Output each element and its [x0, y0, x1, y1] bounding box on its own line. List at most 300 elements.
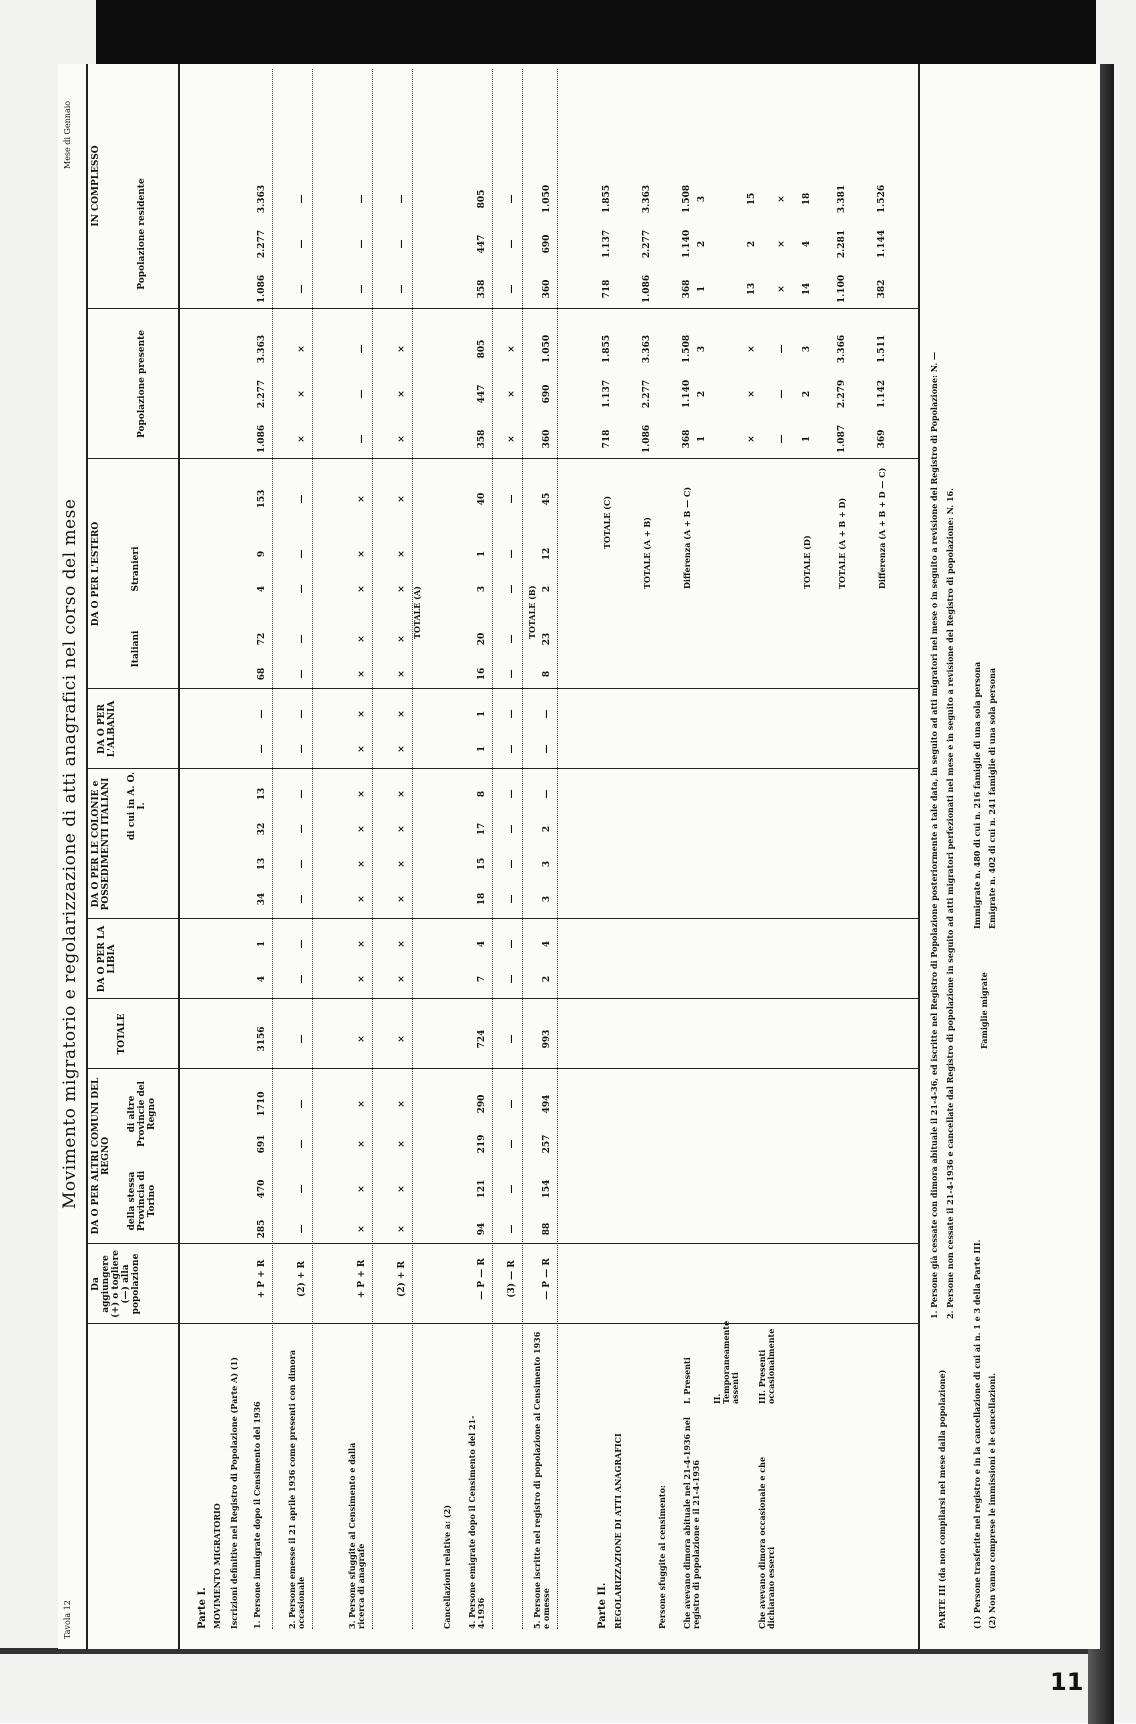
table-cell: 13	[257, 787, 267, 801]
table-cell: ×	[397, 895, 407, 903]
header-italiani: Italiani	[131, 630, 141, 668]
table-cell: —	[357, 194, 367, 204]
totale-c-label: TOTALE (C)	[602, 495, 612, 549]
total-cell: —	[777, 344, 787, 354]
parte2-label: Parte II.	[597, 1582, 608, 1629]
table-cell: —	[507, 1184, 517, 1194]
table-cell: 1.086	[257, 424, 267, 454]
total-cell: 1.855	[602, 184, 612, 214]
table-cell: ×	[357, 745, 367, 753]
table-cell: 3.363	[257, 184, 267, 214]
table-cell: —	[297, 669, 307, 679]
table-cell: —	[507, 284, 517, 294]
header-altre-province: di altre Provincie del Regno	[127, 1081, 157, 1147]
row-rule	[372, 69, 373, 1629]
table-cell: —	[297, 894, 307, 904]
table-cell: —	[507, 584, 517, 594]
page-number: 11	[1050, 1668, 1084, 1696]
table-cell: 691	[257, 1134, 267, 1154]
table-cell: —	[297, 939, 307, 949]
total-cell: 718	[602, 279, 612, 299]
totale-b-label: TOTALE (B)	[527, 585, 537, 639]
month-label: Mese di Gennaio	[63, 100, 72, 169]
table-cell: 23	[542, 632, 552, 646]
table-cell: 2.277	[257, 229, 267, 259]
total-cell: 3.363	[642, 184, 652, 214]
table-cell: 2	[542, 975, 552, 983]
table-cell: 494	[542, 1094, 552, 1114]
note-2: (2) Non vanno comprese le immissioni e le cancellazioni.	[987, 1372, 997, 1629]
table-cell: 2	[542, 585, 552, 593]
total-cell: 14	[802, 282, 812, 296]
total-cell: —	[777, 389, 787, 399]
table-cell: —	[507, 974, 517, 984]
col-sep	[86, 1323, 918, 1324]
reg1-label: Che avevano dimora abituale nel 21-4-1936 nel registro di popolazione e il 21-4-1936	[682, 1417, 702, 1629]
row4-label: 4. Persone emigrate dopo il Censimento del 21-4-1936	[467, 1415, 487, 1629]
rotated-table-sheet	[58, 64, 1100, 1649]
header-stessa-provincia: della stessa Provincia di Torino	[127, 1170, 157, 1232]
table-cell: 690	[542, 234, 552, 254]
table-cell: 18	[477, 892, 487, 906]
vacanti-label: III. Presenti occasionalmente	[757, 1328, 777, 1404]
parte3-item-a: 1. Persone già cessate con dimora abituale il 21-4-36, ed iscritte nel Registro di Popolazione posteriormente a tale data, in seguito ad atti migratori nel mese o in seguito a revisione del Registro di Popolazione: N. —	[929, 351, 939, 1319]
total-cell: 1.100	[837, 274, 847, 304]
row3-label: 3. Persone sfuggite al Censimento e dalla ricerca di anagrafe	[347, 1442, 367, 1629]
header-libia: DA O PER LA LIBIA	[97, 925, 117, 993]
table-cell: ×	[357, 635, 367, 643]
table-cell: —	[297, 1099, 307, 1109]
table-cell: —	[397, 239, 407, 249]
col-sep	[86, 768, 918, 769]
parte3-item-b: 2. Persone non cessate il 21-4-1936 e cancellate dal Registro di popolazione in seguito ad atti migratori perfezionati nel mese e in seguito a revisione del Registro di popolazione: N. 16.	[945, 488, 955, 1319]
total-cell: ×	[777, 285, 787, 293]
table-cell: —	[542, 789, 552, 799]
total-cell: 2	[697, 390, 707, 398]
col-sep	[86, 688, 918, 689]
table-cell: 13	[257, 857, 267, 871]
total-cell: 3.381	[837, 184, 847, 214]
totale-ab-label: TOTALE (A + B)	[642, 517, 652, 589]
table-cell: —	[297, 1139, 307, 1149]
table-cell: 88	[542, 1222, 552, 1236]
table-cell: ×	[397, 1225, 407, 1233]
table-cell: —	[297, 744, 307, 754]
total-cell: 1.508	[682, 184, 692, 214]
table-cell: ×	[397, 435, 407, 443]
document-page	[58, 64, 1100, 1649]
total-cell: 1.086	[642, 274, 652, 304]
row-rule	[312, 69, 313, 1629]
table-cell: —	[297, 1034, 307, 1044]
table-cell: —	[297, 709, 307, 719]
header-di-cui-aoi: di cui in A. O. I.	[127, 771, 147, 841]
total-cell: 13	[747, 282, 757, 296]
header-albania: DA O PER L'ALBANIA	[97, 700, 117, 758]
table-cell: ×	[357, 495, 367, 503]
row2-label: 2. Persone emesse il 21 aprile 1936 come presenti con dimora occasionale	[287, 1349, 307, 1629]
table-cell: —	[507, 494, 517, 504]
table-cell: 3	[477, 585, 487, 593]
table-cell: 1.050	[542, 334, 552, 364]
row-sign: — P — R	[477, 1258, 487, 1300]
table-cell: 4	[542, 940, 552, 948]
tavola-label: Tavola 12	[63, 1600, 72, 1639]
table-cell: 72	[257, 632, 267, 646]
table-cell: 4	[257, 585, 267, 593]
total-cell: ×	[777, 195, 787, 203]
table-cell: ×	[397, 550, 407, 558]
table-cell: —	[297, 1224, 307, 1234]
header-altri-comuni: DA O PER ALTRI COMUNI DEL REGNO	[91, 1077, 111, 1235]
row-sign: — P — R	[542, 1258, 552, 1300]
diff-abc-label: Differenza (A + B — C)	[682, 486, 692, 589]
table-cell: ×	[507, 435, 517, 443]
table-cell: ×	[397, 975, 407, 983]
table-cell: 1	[257, 940, 267, 948]
persone-sfuggite-label: Persone sfuggite al censimento:	[657, 1485, 667, 1629]
table-cell: 358	[477, 429, 487, 449]
table-cell: 1	[477, 710, 487, 718]
total-cell: 368	[682, 429, 692, 449]
table-cell: ×	[357, 585, 367, 593]
total-cell: 1.855	[602, 334, 612, 364]
table-cell: 805	[477, 189, 487, 209]
table-cell: —	[297, 194, 307, 204]
table-cell: ×	[397, 1140, 407, 1148]
table-cell: 68	[257, 667, 267, 681]
table-cell: ×	[397, 1185, 407, 1193]
table-cell: 3.363	[257, 334, 267, 364]
table-cell: ×	[357, 550, 367, 558]
total-cell: 2.277	[642, 379, 652, 409]
table-cell: 360	[542, 279, 552, 299]
table-cell: ×	[357, 975, 367, 983]
table-cell: 285	[257, 1219, 267, 1239]
table-cell: ×	[397, 1100, 407, 1108]
table-cell: —	[297, 789, 307, 799]
table-cell: —	[297, 859, 307, 869]
table-cell: 3156	[257, 1026, 267, 1052]
table-cell: —	[507, 549, 517, 559]
total-cell: 1.526	[877, 184, 887, 214]
table-cell: 12	[542, 547, 552, 561]
total-cell: 1.137	[602, 229, 612, 259]
table-cell: ×	[357, 1225, 367, 1233]
total-cell: 2.277	[642, 229, 652, 259]
table-cell: ×	[397, 495, 407, 503]
table-cell: —	[357, 434, 367, 444]
table-cell: —	[357, 344, 367, 354]
header-pop-presente: Popolazione presente	[137, 330, 147, 438]
table-cell: 16	[477, 667, 487, 681]
total-cell: 15	[747, 192, 757, 206]
table-cell: ×	[357, 1140, 367, 1148]
table-cell: —	[507, 669, 517, 679]
total-cell: 368	[682, 279, 692, 299]
table-cell: ×	[397, 745, 407, 753]
table-cell: ×	[397, 585, 407, 593]
total-cell: ×	[777, 240, 787, 248]
table-cell: 8	[542, 670, 552, 678]
table-cell: 7	[477, 975, 487, 983]
row-rule	[412, 69, 413, 1629]
table-cell: —	[507, 789, 517, 799]
header-bottom-rule	[178, 64, 180, 1649]
table-cell: 805	[477, 339, 487, 359]
table-cell: —	[397, 194, 407, 204]
row-sign: (2) + R	[297, 1260, 307, 1298]
table-cell: —	[297, 239, 307, 249]
total-cell: 1.511	[877, 334, 887, 364]
row-sign: + P + R	[357, 1259, 367, 1299]
table-cell: 17	[477, 822, 487, 836]
table-cell: ×	[297, 435, 307, 443]
total-cell: 1.087	[837, 424, 847, 454]
totale-a-label: TOTALE (A)	[412, 586, 422, 639]
table-cell: 154	[542, 1179, 552, 1199]
row-rule	[557, 69, 558, 1629]
scan-top-shadow	[96, 0, 1096, 64]
parte3-label: PARTE III (da non compilarsi nel mese dalla popolazione)	[937, 1369, 947, 1629]
total-cell: 718	[602, 429, 612, 449]
table-cell: 4	[257, 975, 267, 983]
table-cell: —	[357, 284, 367, 294]
total-cell: 2.281	[837, 229, 847, 259]
famiglie-migrate: Famiglie migrate	[979, 972, 989, 1049]
total-cell: 1	[697, 435, 707, 443]
total-cell: 3	[697, 195, 707, 203]
header-da-aggiungere: Da aggiungere (+) o togliere (—) alla popolazione	[91, 1250, 141, 1318]
table-cell: ×	[357, 895, 367, 903]
row-rule	[272, 69, 273, 1629]
reg2-label: Che avevano dimora occasionale e che dichiarano esserci	[757, 1456, 777, 1629]
table-cell: —	[507, 1139, 517, 1149]
table-cell: 257	[542, 1134, 552, 1154]
table-cell: 1.050	[542, 184, 552, 214]
table-cell: ×	[507, 390, 517, 398]
diff-abdc-label: Differenza (A + B + D — C)	[877, 467, 887, 589]
table-cell: 724	[477, 1029, 487, 1049]
table-bottom-rule	[918, 64, 920, 1649]
total-cell: 1.142	[877, 379, 887, 409]
row-rule	[522, 69, 523, 1629]
table-cell: —	[297, 584, 307, 594]
table-cell: —	[297, 974, 307, 984]
total-cell: 1.140	[682, 229, 692, 259]
table-cell: —	[507, 1224, 517, 1234]
table-top-rule	[86, 64, 88, 1649]
table-cell: 8	[477, 790, 487, 798]
total-cell: 18	[802, 192, 812, 206]
table-cell: —	[257, 709, 267, 719]
total-cell: 1.144	[877, 229, 887, 259]
table-cell: 32	[257, 822, 267, 836]
table-cell: ×	[397, 940, 407, 948]
total-cell: ×	[747, 390, 757, 398]
table-cell: —	[507, 1034, 517, 1044]
row1-label: 1. Persone immigrate dopo il Censimento del 1936	[252, 1401, 262, 1629]
header-colonie: DA O PER LE COLONIE e POSSEDIMENTI ITALIANI	[91, 777, 111, 911]
col-sep	[86, 458, 918, 459]
table-cell: ×	[397, 1035, 407, 1043]
total-cell: 3	[697, 345, 707, 353]
table-cell: 9	[257, 550, 267, 558]
total-cell: 4	[802, 240, 812, 248]
table-cell: —	[257, 744, 267, 754]
table-cell: 360	[542, 429, 552, 449]
row-sign: (2) + R	[397, 1260, 407, 1298]
table-cell: —	[397, 284, 407, 294]
table-cell: —	[357, 239, 367, 249]
totale-abd-label: TOTALE (A + B + D)	[837, 497, 847, 589]
parte1-title: MOVIMENTO MIGRATORIO	[212, 1503, 222, 1629]
table-cell: —	[507, 824, 517, 834]
total-cell: 369	[877, 429, 887, 449]
table-cell: 20	[477, 632, 487, 646]
table-cell: —	[507, 939, 517, 949]
total-cell: 3.363	[642, 334, 652, 364]
total-cell: 1	[697, 285, 707, 293]
table-cell: 219	[477, 1134, 487, 1154]
total-cell: 3	[802, 345, 812, 353]
table-cell: 447	[477, 384, 487, 404]
totale-d-label: TOTALE (D)	[802, 535, 812, 589]
col-sep	[86, 1068, 918, 1069]
table-cell: —	[297, 634, 307, 644]
table-cell: ×	[397, 635, 407, 643]
table-cell: —	[357, 389, 367, 399]
total-cell: 1.508	[682, 334, 692, 364]
total-cell: 3.366	[837, 334, 847, 364]
table-cell: ×	[357, 710, 367, 718]
table-cell: 1.086	[257, 274, 267, 304]
table-cell: 153	[257, 489, 267, 509]
table-cell: ×	[357, 1035, 367, 1043]
table-cell: ×	[357, 790, 367, 798]
header-stranieri: Stranieri	[131, 546, 141, 592]
col-sep	[86, 918, 918, 919]
table-cell: ×	[357, 1100, 367, 1108]
page-title: Movimento migratorio e regolarizzazione di atti anagrafici nel corso del mese	[60, 498, 80, 1209]
table-cell: —	[507, 1099, 517, 1109]
table-cell: —	[507, 859, 517, 869]
famiglie-immigrate: Immigrate n. 480 di cui n. 216 famiglie di una sola persona	[972, 661, 982, 929]
iscrizioni-label: Iscrizioni definitive nel Registro di Popolazione (Parte A) (1)	[229, 1357, 239, 1629]
total-cell: ×	[747, 435, 757, 443]
total-cell: 2	[697, 240, 707, 248]
cancellazioni-label: Cancellazioni relative a: (2)	[442, 1505, 452, 1629]
table-cell: ×	[357, 1185, 367, 1193]
row-sign: + P + R	[257, 1259, 267, 1299]
table-cell: —	[542, 744, 552, 754]
parte2-title: REGOLARIZZAZIONE DI ATTI ANAGRAFICI	[613, 1433, 623, 1629]
total-cell: 1	[802, 435, 812, 443]
note-1: (1) Persone trasferite nel registro e in la cancellazione di cui ai n. 1 e 3 della Parte III.	[972, 1239, 982, 1629]
table-cell: 3	[542, 895, 552, 903]
table-cell: 40	[477, 492, 487, 506]
table-cell: 3	[542, 860, 552, 868]
table-cell: ×	[297, 390, 307, 398]
table-cell: —	[297, 824, 307, 834]
total-cell: ×	[747, 345, 757, 353]
table-cell: 45	[542, 492, 552, 506]
col-sep	[86, 1243, 918, 1244]
table-cell: —	[507, 634, 517, 644]
table-cell: —	[507, 709, 517, 719]
table-cell: 15	[477, 857, 487, 871]
table-cell: ×	[507, 345, 517, 353]
table-cell: 121	[477, 1179, 487, 1199]
table-cell: ×	[397, 860, 407, 868]
table-cell: —	[542, 709, 552, 719]
table-cell: 447	[477, 234, 487, 254]
temporanei-label: II. Temporaneamente assenti	[712, 1320, 741, 1404]
total-cell: 2	[802, 390, 812, 398]
famiglie-emigrate: Emigrate n. 402 di cui n. 241 famiglie di una sola persona	[987, 667, 997, 929]
table-cell: 290	[477, 1094, 487, 1114]
table-cell: ×	[357, 860, 367, 868]
table-cell: ×	[357, 825, 367, 833]
table-cell: ×	[397, 825, 407, 833]
table-cell: 2.277	[257, 379, 267, 409]
col-sep	[86, 308, 918, 309]
header-totale: TOTALE	[117, 1013, 127, 1055]
table-cell: ×	[357, 670, 367, 678]
table-cell: 4	[477, 940, 487, 948]
col-sep	[86, 998, 918, 999]
table-cell: ×	[397, 790, 407, 798]
table-cell: —	[297, 284, 307, 294]
header-pop-residente: Popolazione residente	[137, 178, 147, 290]
total-cell: 2	[747, 240, 757, 248]
total-cell: 2.279	[837, 379, 847, 409]
header-estero: DA O PER L'ESTERO	[91, 521, 101, 627]
table-cell: —	[507, 894, 517, 904]
table-cell: —	[297, 549, 307, 559]
total-cell: 1.086	[642, 424, 652, 454]
table-cell: —	[297, 1184, 307, 1194]
parte1-label: Parte I.	[197, 1587, 208, 1629]
header-in-complesso: IN COMPLESSO	[91, 145, 101, 227]
table-cell: ×	[397, 710, 407, 718]
table-cell: 2	[542, 825, 552, 833]
presenti-label: I. Presenti	[682, 1357, 692, 1404]
total-cell: —	[777, 434, 787, 444]
table-cell: ×	[397, 670, 407, 678]
table-cell: 690	[542, 384, 552, 404]
table-cell: —	[507, 194, 517, 204]
total-cell: 1.140	[682, 379, 692, 409]
table-cell: 1710	[257, 1091, 267, 1117]
table-cell: ×	[397, 390, 407, 398]
total-cell: 1.137	[602, 379, 612, 409]
table-cell: ×	[397, 345, 407, 353]
row-sign: (3) — R	[507, 1260, 517, 1298]
table-cell: 993	[542, 1029, 552, 1049]
row5-label: 5. Persone iscritte nel registro di popolazione al Censimento 1936 e omesse	[532, 1331, 552, 1629]
table-cell: 1	[477, 745, 487, 753]
total-cell: 382	[877, 279, 887, 299]
table-cell: 1	[477, 550, 487, 558]
table-cell: ×	[357, 940, 367, 948]
table-cell: —	[507, 239, 517, 249]
table-cell: 358	[477, 279, 487, 299]
table-cell: ×	[297, 345, 307, 353]
table-cell: —	[297, 494, 307, 504]
table-cell: —	[507, 744, 517, 754]
row-rule	[492, 69, 493, 1629]
